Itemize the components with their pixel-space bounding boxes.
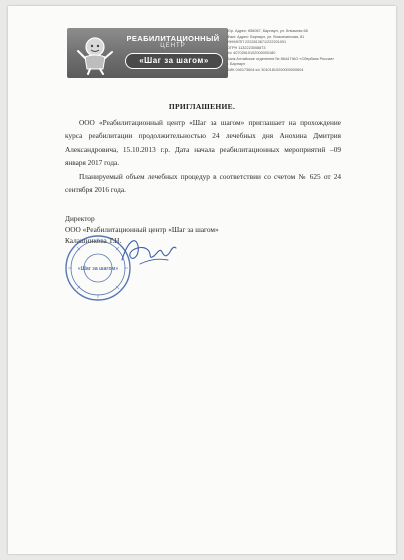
letter-body bbox=[65, 116, 341, 196]
mascot-icon bbox=[73, 31, 117, 75]
requisite-line: ИНН/КПП 2222813671/222201001 bbox=[227, 40, 287, 44]
requisite-line: ОГРН 1132223008873 bbox=[227, 45, 266, 50]
letter-page bbox=[8, 6, 396, 554]
logo-subtitle: ЦЕНТР bbox=[160, 43, 186, 49]
signatory-organization: ООО «Реабилитационный центр «Шаг за шагом» bbox=[65, 225, 219, 234]
signatory-position: Директор bbox=[65, 214, 95, 223]
requisite-line: г. Барнаул bbox=[227, 62, 245, 66]
company-logo bbox=[67, 28, 228, 78]
body-paragraph: ООО «Реабилитационный центр «Шаг за шагом» приглашает на прохождение курса реабилитации продолжительностью 24 лечебных дня Анохина Дмитрия Александровича, 15.10.2013 г.р. Дата начала реабилитационных мероприятий –09 января 2017 года. bbox=[65, 118, 341, 168]
signatory-name: Калашникова Т.Н. bbox=[65, 236, 122, 245]
requisite-line: БИК 040173604 к/с 30101810200000000604 bbox=[227, 67, 304, 72]
requisite-line: р/с 40702810102000000180 bbox=[227, 51, 276, 55]
company-requisites bbox=[227, 29, 377, 73]
requisite-line: Юр. Адрес: 656067, Барнаул, ул. Клязьная 68 bbox=[227, 29, 308, 33]
logo-title: РЕАБИЛИТАЦИОННЫЙ bbox=[126, 34, 220, 43]
handwritten-signature bbox=[118, 230, 178, 270]
requisite-line: Факт. Адрес: Барнаул, ул. Власихинская, 81 bbox=[227, 34, 305, 39]
logo-banner: «Шаг за шагом» bbox=[125, 53, 223, 69]
stamp-center-text: «Шаг за шагом» bbox=[77, 266, 119, 272]
document-title: ПРИГЛАШЕНИЕ. bbox=[168, 102, 236, 111]
requisite-line: Банк Алтайское отделение № 8644 ПАО «Сбербанк России» bbox=[227, 56, 335, 61]
body-paragraph: Планируемый объем лечебных процедур в соответствии со счетом № 625 от 24 сентября 2016 года. bbox=[65, 171, 341, 195]
